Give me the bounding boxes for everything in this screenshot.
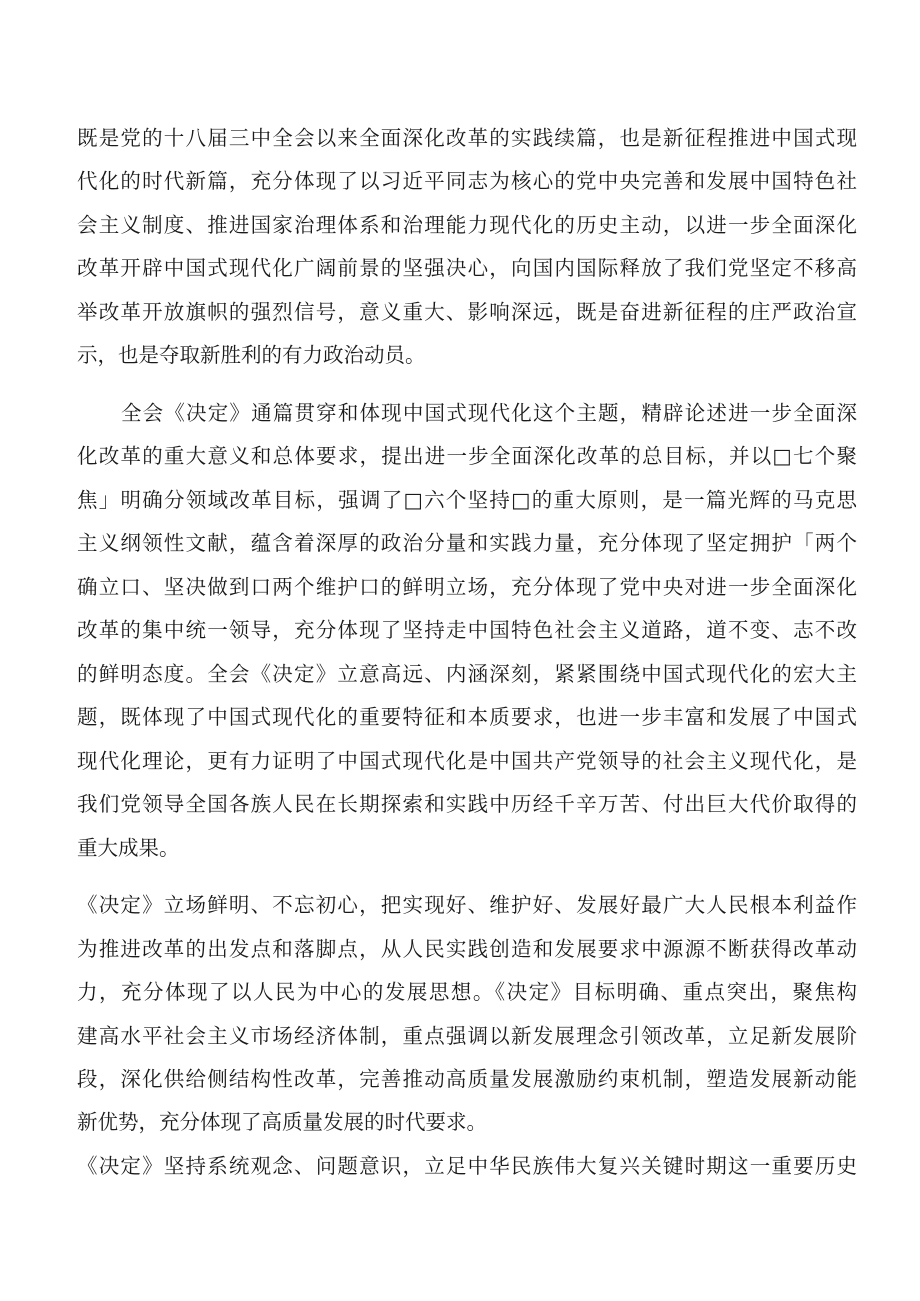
- text-line: 新优势，充分体现了高质量发展的时代要求。: [77, 1110, 487, 1134]
- text-line: 《决定》立场鲜明、不忘初心，把实现好、维护好、发展好最广大人民根本利益作: [77, 893, 857, 917]
- text-line: 会主义制度、推进国家治理体系和治理能力现代化的历史主动，以进一步全面深化: [77, 213, 857, 237]
- text-line: 改革的集中统一领导，充分体现了坚持走中国特色社会主义道路，道不变、志不改: [77, 618, 857, 642]
- text-line: 举改革开放旗帜的强烈信号，意义重大、影响深远，既是奋进新征程的庄严政治宣: [77, 300, 857, 324]
- text-line: 化改革的重大意义和总体要求，提出进一步全面深化改革的总目标，并以□七个聚: [77, 444, 857, 468]
- text-line: 为推进改革的出发点和落脚点，从人民实践创造和发展要求中源源不断获得改革动: [77, 937, 857, 961]
- text-line: 全会《决定》通篇贯穿和体现中国式现代化这个主题，精辟论述进一步全面深: [121, 401, 857, 425]
- text-line: 代化的时代新篇，充分体现了以习近平同志为核心的党中央完善和发展中国特色社: [77, 169, 857, 193]
- text-line: 焦」明确分领域改革目标，强调了□六个坚持□的重大原则，是一篇光辉的马克思: [77, 488, 857, 512]
- text-line: 段，深化供给侧结构性改革，完善推动高质量发展激励约束机制，塑造发展新动能: [77, 1067, 857, 1091]
- text-line: 既是党的十八届三中全会以来全面深化改革的实践续篇，也是新征程推进中国式现: [77, 126, 857, 150]
- text-line: 改革开辟中国式现代化广阔前景的坚强决心，向国内国际释放了我们党坚定不移高: [77, 256, 857, 280]
- text-line: 题，既体现了中国式现代化的重要特征和本质要求，也进一步丰富和发展了中国式: [77, 705, 857, 729]
- text-line: 确立口、坚决做到口两个维护口的鲜明立场，充分体现了党中央对进一步全面深化: [77, 575, 857, 599]
- text-line: 建高水平社会主义市场经济体制，重点强调以新发展理念引领改革，立足新发展阶: [77, 1024, 857, 1048]
- text-line: 主义纲领性文献，蕴含着深厚的政治分量和实践力量，充分体现了坚定拥护「两个: [77, 531, 857, 555]
- text-line: 我们党领导全国各族人民在长期探索和实践中历经千辛万苦、付出巨大代价取得的: [77, 792, 857, 816]
- text-line: 现代化理论，更有力证明了中国式现代化是中国共产党领导的社会主义现代化，是: [77, 749, 857, 773]
- text-line: 示，也是夺取新胜利的有力政治动员。: [77, 343, 426, 367]
- text-line: 的鲜明态度。全会《决定》立意高远、内涵深刻，紧紧围绕中国式现代化的宏大主: [77, 662, 857, 686]
- text-line: 力，充分体现了以人民为中心的发展思想。《决定》目标明确、重点突出，聚焦构: [77, 980, 857, 1004]
- text-line: 《决定》坚持系统观念、问题意识，立足中华民族伟大复兴关键时期这一重要历史: [77, 1154, 857, 1178]
- text-line: 重大成果。: [77, 836, 180, 860]
